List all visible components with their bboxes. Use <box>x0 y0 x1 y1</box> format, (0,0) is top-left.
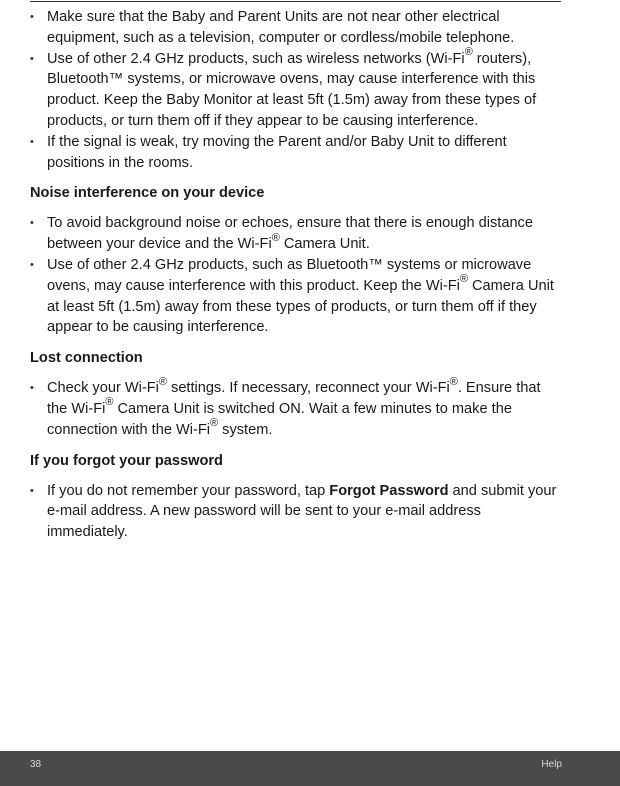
bullet-text: If you do not remember your password, tap <box>47 482 330 499</box>
forgot-password-label: Forgot Password <box>329 482 449 499</box>
bullet-text: settings. If necessary, reconnect your Wi-Fi <box>166 380 450 397</box>
bullet-text: Use of other 2.4 GHz products, such as Bluetooth™ systems or microwave ovens, may cause interference with this product. Keep the Wi-Fi <box>47 256 532 294</box>
registered-mark: ® <box>464 46 473 59</box>
bullet-text: routers), Bluetooth™ systems, or microwave ovens, may cause interference with this product. Keep the Baby Monitor at least 5ft (1.5m) away from these types of products, or turn them off if they appear to be causing interference. <box>47 50 537 129</box>
list-item <box>30 375 561 440</box>
bullet-text: Camera Unit at least 5ft (1.5m) away from these types of products, or turn them off if they appear to be causing interference. <box>47 277 554 336</box>
page-number: 38 <box>30 759 42 770</box>
bullet-text: . Ensure that the Wi-Fi <box>47 380 541 417</box>
registered-mark: ® <box>449 375 458 388</box>
list-item <box>30 46 561 132</box>
bullet-text: system. <box>218 421 273 438</box>
bullet-list-signal <box>30 7 561 173</box>
bullet-list-password <box>30 481 561 543</box>
list-item <box>30 213 561 255</box>
registered-mark: ® <box>210 417 219 430</box>
page-footer <box>0 751 620 786</box>
bullet-list-noise <box>30 213 561 338</box>
registered-mark: ® <box>271 231 280 244</box>
registered-mark: ® <box>459 273 468 286</box>
bullet-text: To avoid background noise or echoes, ensure that there is enough distance between your device and the Wi-Fi <box>47 215 533 253</box>
bullet-list-connection <box>30 375 561 440</box>
registered-mark: ® <box>158 375 167 388</box>
bullet-text: If the signal is weak, try moving the Parent and/or Baby Unit to different positions in the rooms. <box>47 133 507 171</box>
bullet-text: Check your Wi-Fi <box>47 380 159 397</box>
section-heading: Lost connection <box>30 350 143 367</box>
list-item <box>30 255 561 338</box>
list-item <box>30 132 561 174</box>
top-rule <box>30 1 561 2</box>
section-heading: Noise interference on your device <box>30 185 265 202</box>
list-item <box>30 481 561 543</box>
bullet-text: Make sure that the Baby and Parent Units are not near other electrical equipment, such as a television, computer or cordless/mobile telephone. <box>47 9 515 46</box>
document-body <box>30 7 561 543</box>
section-heading: If you forgot your password <box>30 452 223 469</box>
registered-mark: ® <box>105 396 114 409</box>
bullet-text: Camera Unit is switched ON. Wait a few minutes to make the connection with the Wi-Fi <box>47 400 512 438</box>
list-item <box>30 7 561 49</box>
footer-section-name: Help <box>541 759 562 770</box>
bullet-text: Use of other 2.4 GHz products, such as wireless networks (Wi-Fi <box>47 50 465 67</box>
bullet-text: and submit your e-mail address. A new password will be sent to your e-mail address immediately. <box>47 482 557 541</box>
bullet-text: Camera Unit. <box>279 236 370 253</box>
